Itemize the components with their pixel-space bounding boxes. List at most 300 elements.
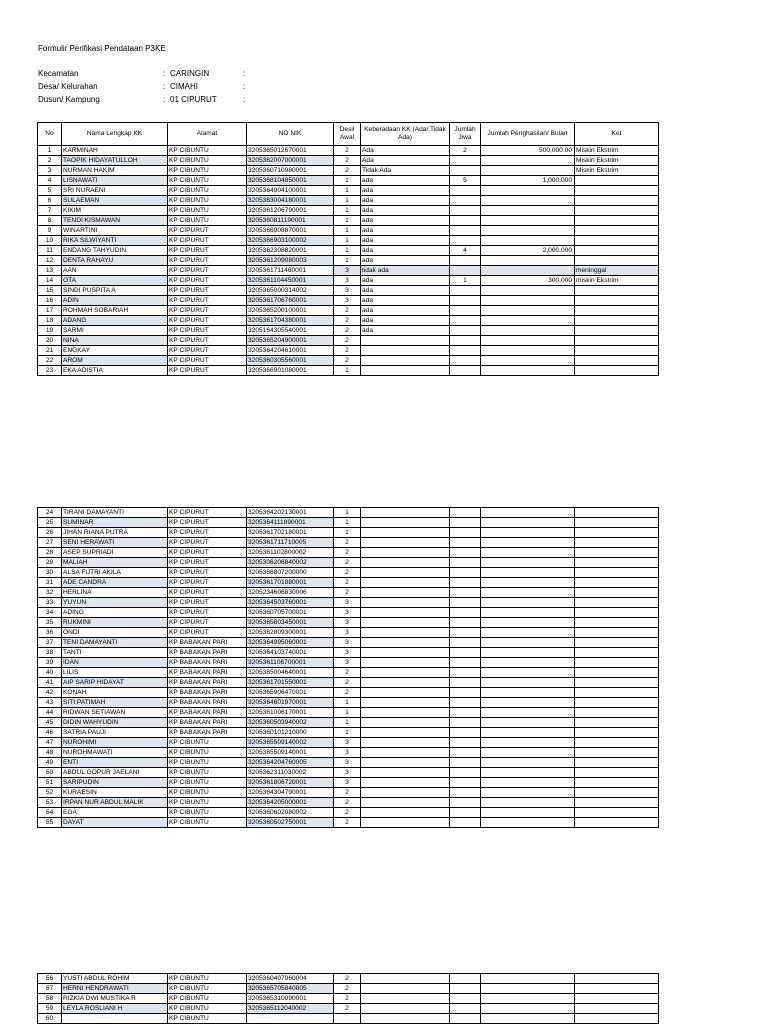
cell-keberadaan — [361, 356, 450, 366]
cell-ket — [575, 286, 659, 296]
table-row — [38, 246, 659, 256]
cell-nik: 3205360101210000 — [247, 728, 334, 738]
header-keberadaan: Keberadaan KK (Ada/ Tidak Ada) — [361, 123, 450, 146]
cell-nik: 3205364204760005 — [247, 758, 334, 768]
cell-keberadaan: ada — [361, 196, 450, 206]
cell-keberadaan: ada — [361, 206, 450, 216]
cell-keberadaan — [361, 648, 450, 658]
cell-jiwa — [450, 658, 481, 668]
cell-alamat: KP CIPURUT — [168, 286, 247, 296]
cell-ket — [575, 528, 659, 538]
cell-nik: 3205366901080001 — [247, 366, 334, 376]
cell-desil: 3 — [334, 638, 361, 648]
cell-keberadaan — [361, 618, 450, 628]
cell-nik: 3205364204610001 — [247, 346, 334, 356]
cell-alamat: KP CIBUNTU — [168, 984, 247, 994]
cell-ket — [575, 366, 659, 376]
cell-nik: 3205361209080003 — [247, 256, 334, 266]
cell-jiwa — [450, 266, 481, 276]
cell-no: 41 — [38, 678, 62, 688]
cell-alamat: KP BABAKAN PARI — [168, 658, 247, 668]
cell-jiwa — [450, 748, 481, 758]
cell-no: 16 — [38, 296, 62, 306]
cell-desil: 3 — [334, 286, 361, 296]
cell-no: 21 — [38, 346, 62, 356]
table-row — [38, 588, 659, 598]
cell-ket: meninggal — [575, 266, 659, 276]
header-desil: Desil Awal — [334, 123, 361, 146]
cell-nik: 3205361206790001 — [247, 206, 334, 216]
cell-ket — [575, 738, 659, 748]
cell-no: 40 — [38, 668, 62, 678]
cell-penghasilan — [481, 186, 575, 196]
cell-no: 56 — [38, 974, 62, 984]
cell-no: 15 — [38, 286, 62, 296]
cell-alamat: KP CIPURUT — [168, 316, 247, 326]
cell-nik: 3205362311030002 — [247, 768, 334, 778]
cell-jiwa — [450, 758, 481, 768]
cell-nama: SITI PATIMAH — [62, 698, 168, 708]
cell-alamat: KP CIBUNTU — [168, 768, 247, 778]
header-nik: NO NIK — [247, 123, 334, 146]
cell-nama: ROHMAH SOBARIAH — [62, 306, 168, 316]
cell-alamat: KP CIPURUT — [168, 578, 247, 588]
cell-jiwa — [450, 718, 481, 728]
cell-ket — [575, 818, 659, 828]
cell-nik: 3205364103740001 — [247, 648, 334, 658]
cell-jiwa — [450, 638, 481, 648]
cell-nama: YUSTI ABDUL ROHIM — [62, 974, 168, 984]
cell-nama: SRI NURAENI — [62, 186, 168, 196]
cell-nik: 3205361701880001 — [247, 578, 334, 588]
cell-jiwa: 2 — [450, 146, 481, 156]
table-row — [38, 326, 659, 336]
cell-keberadaan — [361, 336, 450, 346]
cell-nama: DENTA RAHAYU — [62, 256, 168, 266]
cell-ket — [575, 538, 659, 548]
table-row — [38, 648, 659, 658]
cell-alamat: KP CIPURUT — [168, 276, 247, 286]
cell-keberadaan — [361, 798, 450, 808]
cell-no: 22 — [38, 356, 62, 366]
cell-no: 18 — [38, 316, 62, 326]
cell-jiwa: 5 — [450, 176, 481, 186]
cell-keberadaan: ada — [361, 316, 450, 326]
table-row — [38, 668, 659, 678]
header-no: No — [38, 123, 62, 146]
cell-no: 30 — [38, 568, 62, 578]
cell-alamat: KP CIPURUT — [168, 518, 247, 528]
cell-no: 2 — [38, 156, 62, 166]
table-row — [38, 994, 659, 1004]
cell-desil: 2 — [334, 548, 361, 558]
cell-nama: EGA — [62, 808, 168, 818]
cell-keberadaan: ada — [361, 236, 450, 246]
cell-jiwa — [450, 296, 481, 306]
cell-nik — [247, 1014, 334, 1024]
cell-jiwa — [450, 206, 481, 216]
table-header-row — [38, 123, 659, 146]
cell-penghasilan — [481, 788, 575, 798]
cell-penghasilan — [481, 568, 575, 578]
cell-keberadaan — [361, 658, 450, 668]
cell-keberadaan — [361, 518, 450, 528]
cell-penghasilan — [481, 156, 575, 166]
cell-no: 14 — [38, 276, 62, 286]
cell-penghasilan — [481, 628, 575, 638]
table-row — [38, 808, 659, 818]
cell-jiwa — [450, 538, 481, 548]
cell-ket — [575, 216, 659, 226]
cell-ket — [575, 246, 659, 256]
table-row — [38, 598, 659, 608]
cell-jiwa — [450, 518, 481, 528]
cell-nik: 3205361102800002 — [247, 548, 334, 558]
cell-keberadaan — [361, 984, 450, 994]
cell-nama: LEYLA ROSLIANI H — [62, 1004, 168, 1014]
cell-nik: 3205360502750001 — [247, 818, 334, 828]
meta-kecamatan: Kecamatan : CARINGIN : — [38, 68, 278, 80]
cell-ket — [575, 518, 659, 528]
cell-ket — [575, 356, 659, 366]
cell-jiwa — [450, 708, 481, 718]
cell-penghasilan — [481, 658, 575, 668]
cell-penghasilan — [481, 974, 575, 984]
cell-jiwa — [450, 598, 481, 608]
cell-alamat: KP CIBUNTU — [168, 758, 247, 768]
meta-value: CARINGIN — [170, 69, 210, 78]
cell-nama: NINA — [62, 336, 168, 346]
table-row — [38, 356, 659, 366]
cell-keberadaan: ada — [361, 186, 450, 196]
cell-penghasilan — [481, 528, 575, 538]
cell-nama: EKA ADISTIA — [62, 366, 168, 376]
cell-ket — [575, 618, 659, 628]
cell-alamat: KP CIPURUT — [168, 326, 247, 336]
cell-keberadaan — [361, 598, 450, 608]
meta-label: Dusun/ Kampung — [38, 95, 100, 104]
cell-penghasilan — [481, 588, 575, 598]
cell-desil: 2 — [334, 974, 361, 984]
cell-nik: 3205364995060001 — [247, 638, 334, 648]
cell-alamat: KP CIBUNTU — [168, 206, 247, 216]
cell-nama: HERNI HENDRAWATI — [62, 984, 168, 994]
cell-jiwa — [450, 618, 481, 628]
cell-jiwa — [450, 528, 481, 538]
cell-nama: SULAEMAN — [62, 196, 168, 206]
header-ket: Ket — [575, 123, 659, 146]
cell-ket — [575, 196, 659, 206]
cell-ket — [575, 638, 659, 648]
table-row — [38, 1014, 659, 1024]
cell-alamat: KP CIPURUT — [168, 246, 247, 256]
cell-nik: 3205164305540001 — [247, 326, 334, 336]
cell-nik: 3205366807200000 — [247, 568, 334, 578]
table-row — [38, 618, 659, 628]
cell-penghasilan — [481, 1004, 575, 1014]
cell-keberadaan — [361, 738, 450, 748]
cell-nama: RIDWAN SETIAWAN — [62, 708, 168, 718]
cell-no: 49 — [38, 758, 62, 768]
cell-nik: 3205360705700001 — [247, 608, 334, 618]
cell-ket — [575, 728, 659, 738]
cell-keberadaan: ada — [361, 216, 450, 226]
cell-penghasilan — [481, 346, 575, 356]
cell-nik: 3205361006170001 — [247, 708, 334, 718]
cell-alamat: KP CIBUNTU — [168, 798, 247, 808]
cell-keberadaan: ada — [361, 256, 450, 266]
cell-desil — [334, 1014, 361, 1024]
cell-nik: 3205361704380001 — [247, 316, 334, 326]
cell-no: 10 — [38, 236, 62, 246]
table-row — [38, 1004, 659, 1014]
cell-desil: 1 — [334, 366, 361, 376]
cell-nik: 3205361806720001 — [247, 778, 334, 788]
cell-alamat: KP CIPURUT — [168, 266, 247, 276]
cell-ket — [575, 994, 659, 1004]
cell-desil: 2 — [334, 668, 361, 678]
table-row — [38, 578, 659, 588]
cell-alamat: KP BABAKAN PARI — [168, 668, 247, 678]
cell-nama: DIDIN WAHYUDIN — [62, 718, 168, 728]
cell-ket — [575, 708, 659, 718]
cell-no: 32 — [38, 588, 62, 598]
cell-penghasilan — [481, 336, 575, 346]
table-row — [38, 336, 659, 346]
cell-no: 34 — [38, 608, 62, 618]
cell-keberadaan — [361, 698, 450, 708]
cell-no: 55 — [38, 818, 62, 828]
table-row — [38, 778, 659, 788]
cell-nama: ALSA FUTRI AKILA — [62, 568, 168, 578]
cell-nik: 3205365803450001 — [247, 618, 334, 628]
table-row — [38, 788, 659, 798]
cell-alamat: KP CIBUNTU — [168, 1004, 247, 1014]
cell-jiwa: 4 — [450, 246, 481, 256]
cell-ket — [575, 648, 659, 658]
cell-jiwa — [450, 568, 481, 578]
cell-penghasilan — [481, 558, 575, 568]
cell-alamat: KP CIPURUT — [168, 548, 247, 558]
cell-nik: 3205365705840005 — [247, 984, 334, 994]
cell-nik: 3205365509140002 — [247, 738, 334, 748]
cell-no: 35 — [38, 618, 62, 628]
cell-jiwa — [450, 156, 481, 166]
cell-penghasilan — [481, 984, 575, 994]
table-row — [38, 768, 659, 778]
cell-nama: KONAH — [62, 688, 168, 698]
cell-jiwa — [450, 336, 481, 346]
cell-nama: SARIPUDIN — [62, 778, 168, 788]
cell-ket — [575, 306, 659, 316]
cell-nik: 3205364202130001 — [247, 508, 334, 518]
cell-desil: 2 — [334, 346, 361, 356]
cell-nik: 3205361702180001 — [247, 528, 334, 538]
cell-keberadaan: tidak ada — [361, 266, 450, 276]
table-row — [38, 196, 659, 206]
table-row — [38, 306, 659, 316]
cell-jiwa — [450, 628, 481, 638]
cell-jiwa — [450, 226, 481, 236]
cell-keberadaan — [361, 1004, 450, 1014]
cell-nik: 3205364111890001 — [247, 518, 334, 528]
table-row — [38, 166, 659, 176]
cell-jiwa — [450, 508, 481, 518]
cell-no: 50 — [38, 768, 62, 778]
cell-desil: 3 — [334, 738, 361, 748]
cell-ket — [575, 778, 659, 788]
cell-nik: 3205361106700001 — [247, 658, 334, 668]
cell-keberadaan — [361, 538, 450, 548]
cell-jiwa: 1 — [450, 276, 481, 286]
cell-ket — [575, 508, 659, 518]
cell-keberadaan: ada — [361, 246, 450, 256]
cell-desil: 3 — [334, 608, 361, 618]
cell-alamat: KP CIBUNTU — [168, 738, 247, 748]
header-penghasilan: Jumlah Penghasilan/ Bulan — [481, 123, 575, 146]
cell-penghasilan — [481, 316, 575, 326]
cell-nik: 3205365509140001 — [247, 748, 334, 758]
cell-nik: 3205364503760001 — [247, 598, 334, 608]
cell-jiwa — [450, 356, 481, 366]
cell-penghasilan — [481, 286, 575, 296]
cell-penghasilan — [481, 166, 575, 176]
cell-ket — [575, 206, 659, 216]
cell-nama: TANTI — [62, 648, 168, 658]
cell-penghasilan — [481, 266, 575, 276]
cell-nik: 3205366908870001 — [247, 226, 334, 236]
cell-jiwa — [450, 808, 481, 818]
cell-jiwa — [450, 256, 481, 266]
cell-nik: 3205365200100001 — [247, 306, 334, 316]
cell-penghasilan — [481, 366, 575, 376]
table-row — [38, 216, 659, 226]
cell-jiwa — [450, 778, 481, 788]
cell-desil: 3 — [334, 598, 361, 608]
table-row — [38, 728, 659, 738]
cell-jiwa — [450, 166, 481, 176]
cell-nama: OTA — [62, 276, 168, 286]
cell-alamat: KP CIBUNTU — [168, 186, 247, 196]
cell-nik: 3205361701550001 — [247, 678, 334, 688]
cell-nik: 3205362308820001 — [247, 246, 334, 256]
cell-ket — [575, 578, 659, 588]
table-row — [38, 558, 659, 568]
table-row — [38, 798, 659, 808]
cell-ket — [575, 568, 659, 578]
meta-value: 01 CIPURUT — [170, 95, 217, 104]
cell-ket: miskin Ekstrim — [575, 276, 659, 286]
cell-nama: KIKIM — [62, 206, 168, 216]
cell-ket — [575, 788, 659, 798]
cell-penghasilan — [481, 818, 575, 828]
cell-alamat: KP BABAKAN PARI — [168, 698, 247, 708]
cell-jiwa — [450, 608, 481, 618]
cell-jiwa — [450, 1014, 481, 1024]
cell-nik: 3205364205000001 — [247, 798, 334, 808]
cell-ket — [575, 336, 659, 346]
cell-ket — [575, 658, 659, 668]
cell-jiwa — [450, 366, 481, 376]
cell-ket — [575, 808, 659, 818]
cell-no: 19 — [38, 326, 62, 336]
cell-keberadaan — [361, 346, 450, 356]
cell-desil: 3 — [334, 628, 361, 638]
table-row — [38, 508, 659, 518]
cell-ket — [575, 688, 659, 698]
cell-alamat: KP CIPURUT — [168, 236, 247, 246]
cell-ket — [575, 718, 659, 728]
cell-penghasilan — [481, 548, 575, 558]
cell-alamat: KP BABAKAN PARI — [168, 688, 247, 698]
cell-alamat: KP CIPURUT — [168, 628, 247, 638]
cell-nama: KURAESIN — [62, 788, 168, 798]
cell-nama: ABDUL GOPUR JAELANI — [62, 768, 168, 778]
cell-alamat: KP CIPURUT — [168, 568, 247, 578]
cell-nama: ADIN — [62, 296, 168, 306]
cell-no: 51 — [38, 778, 62, 788]
cell-jiwa — [450, 668, 481, 678]
cell-desil: 3 — [334, 618, 361, 628]
cell-nama: ENTI — [62, 758, 168, 768]
cell-desil: 2 — [334, 336, 361, 346]
table-row — [38, 738, 659, 748]
cell-alamat: KP CIPURUT — [168, 256, 247, 266]
cell-no: 7 — [38, 206, 62, 216]
cell-jiwa — [450, 286, 481, 296]
cell-alamat: KP CIBUNTU — [168, 818, 247, 828]
cell-no: 37 — [38, 638, 62, 648]
cell-nik: 3205366903100002 — [247, 236, 334, 246]
cell-jiwa — [450, 688, 481, 698]
cell-nama: ADE CANDRA — [62, 578, 168, 588]
cell-desil: 1 — [334, 246, 361, 256]
cell-desil: 3 — [334, 648, 361, 658]
cell-keberadaan — [361, 578, 450, 588]
cell-no: 9 — [38, 226, 62, 236]
table-row — [38, 366, 659, 376]
cell-desil: 1 — [334, 698, 361, 708]
table-row — [38, 256, 659, 266]
cell-desil: 3 — [334, 658, 361, 668]
table-row — [38, 678, 659, 688]
cell-nama: NUROHIMI — [62, 738, 168, 748]
table-row — [38, 718, 659, 728]
meta-dusun: Dusun/ Kampung : 01 CIPURUT : — [38, 94, 278, 106]
cell-keberadaan — [361, 718, 450, 728]
cell-ket — [575, 798, 659, 808]
cell-keberadaan — [361, 818, 450, 828]
cell-alamat: KP BABAKAN PARI — [168, 728, 247, 738]
table-row — [38, 206, 659, 216]
cell-penghasilan — [481, 798, 575, 808]
cell-penghasilan — [481, 994, 575, 1004]
cell-desil: 1 — [334, 708, 361, 718]
cell-alamat: KP BABAKAN PARI — [168, 708, 247, 718]
cell-penghasilan: 300,000 — [481, 276, 575, 286]
cell-jiwa — [450, 326, 481, 336]
cell-ket — [575, 236, 659, 246]
cell-no: 52 — [38, 788, 62, 798]
table-row — [38, 974, 659, 984]
cell-keberadaan — [361, 758, 450, 768]
cell-penghasilan — [481, 296, 575, 306]
cell-desil: 1 — [334, 186, 361, 196]
table-row — [38, 698, 659, 708]
cell-desil: 1 — [334, 236, 361, 246]
cell-desil: 2 — [334, 146, 361, 156]
cell-nama: AROM — [62, 356, 168, 366]
